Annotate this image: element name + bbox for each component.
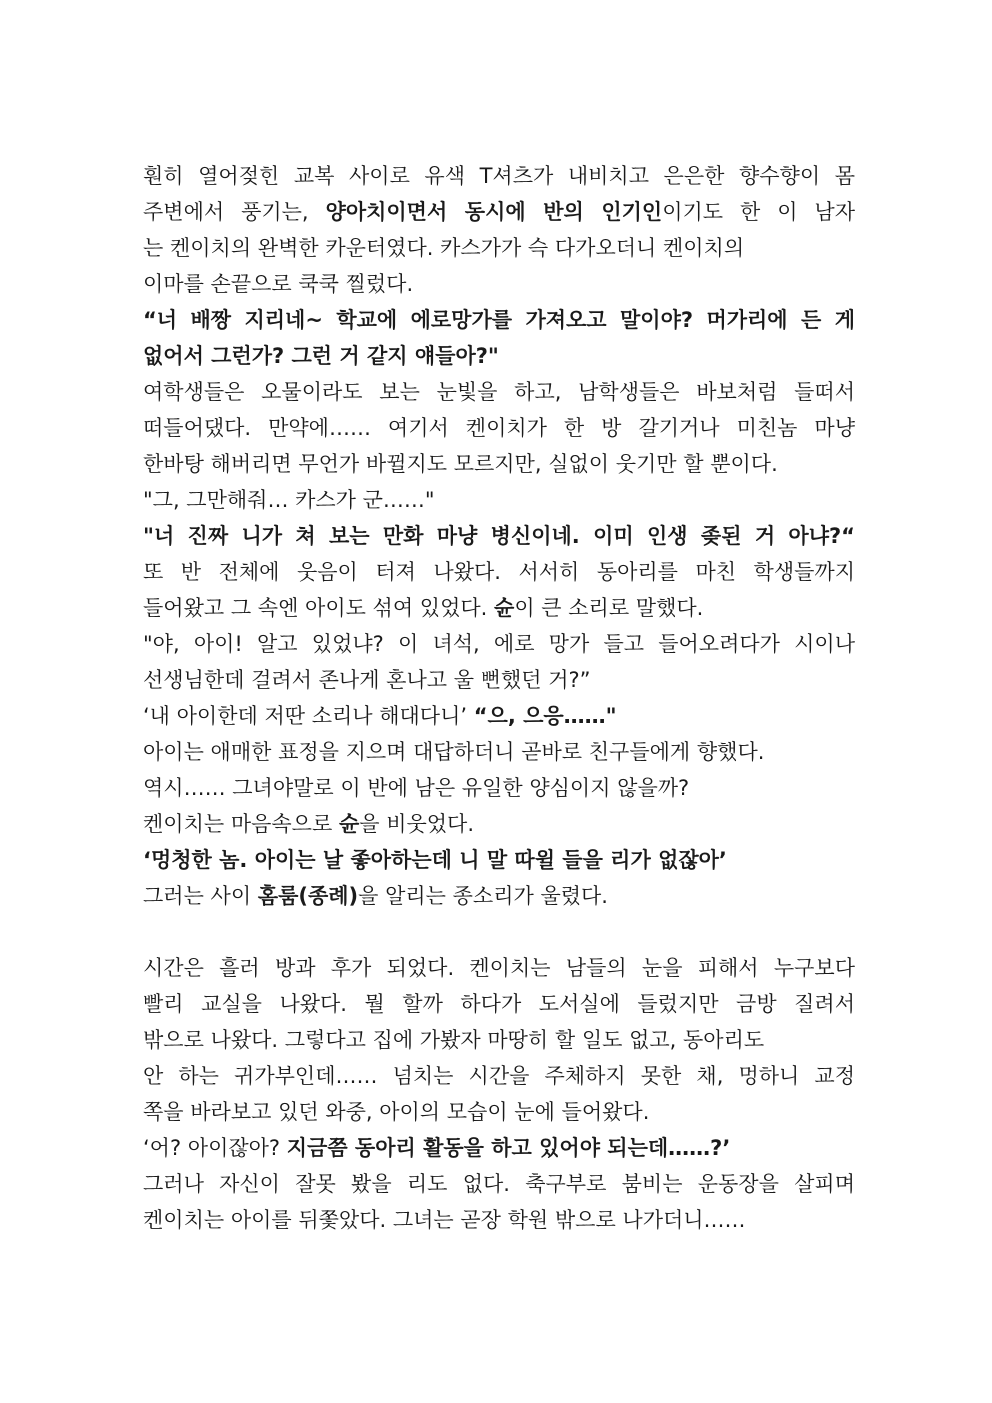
text-run: 쪽을 바라보고 있던 와중, 아이의 모습이 눈에 들어왔다. (143, 1100, 650, 1124)
text-run: 이마를 손끝으로 쿡쿡 찔렀다. (143, 272, 414, 296)
text-run: 그러는 사이 (143, 884, 258, 908)
text-run: 켄이치는 마음속으로 (143, 812, 339, 836)
text-run: 는 켄이치의 완벽한 카운터였다. 카스가가 슥 다가오더니 켄이치의 (143, 236, 745, 260)
text-line (143, 410, 855, 446)
bold-text-run: 홈룸(종례) (257, 884, 359, 908)
bold-text-run: 슌 (494, 596, 515, 620)
text-run: 켄이치는 아이를 뒤쫓았다. 그녀는 곧장 학원 밖으로 나가더니…… (143, 1208, 746, 1232)
text-line (143, 590, 855, 626)
text-run: 한바탕 해버리면 무언가 바뀔지도 모르지만, 실없이 웃기만 할 뿐이다. (143, 452, 778, 476)
text-line (143, 986, 855, 1022)
text-line (143, 266, 855, 302)
text-line (143, 554, 855, 590)
text-line (143, 374, 855, 410)
text-run: 빨리 교실을 나왔다. 뭘 할까 하다가 도서실에 들렀지만 금방 질려서 (143, 992, 855, 1016)
text-line (143, 446, 855, 482)
text-run: 밖으로 나왔다. 그렇다고 집에 가봤자 마땅히 할 일도 없고, 동아리도 (143, 1028, 765, 1052)
text-run: 시간은 흘러 방과 후가 되었다. 켄이치는 남들의 눈을 피해서 누구보다 (143, 956, 855, 980)
paragraph-gap (143, 914, 855, 950)
text-line (143, 770, 855, 806)
text-line (143, 806, 855, 842)
bold-text-run: “으, 으응……" (473, 704, 617, 728)
text-line (143, 1130, 855, 1166)
text-run: 을 알리는 종소리가 울렸다. (358, 884, 608, 908)
bold-text-run: 지금쯤 동아리 활동을 하고 있어야 되는데……?’ (286, 1136, 731, 1160)
text-run: ‘내 아이한데 저딴 소리나 해대다니’ (143, 704, 474, 728)
text-run: 이기도 한 이 남자 (662, 200, 855, 224)
text-run: 그러나 자신이 잘못 봤을 리도 없다. 축구부로 붐비는 운동장을 살피며 (143, 1172, 855, 1196)
text-run: 이 큰 소리로 말했다. (514, 596, 704, 620)
text-line (143, 302, 855, 338)
text-line (143, 194, 855, 230)
text-run: 떠들어댔다. 만약에…… 여기서 켄이치가 한 방 갈기거나 미친놈 마냥 (143, 416, 855, 440)
bold-text-run: 슌 (338, 812, 360, 836)
text-line (143, 842, 855, 878)
text-line (143, 518, 855, 554)
text-run: 훤히 열어젖힌 교복 사이로 유색 T셔츠가 내비치고 은은한 향수향이 몸 (143, 164, 855, 188)
bold-text-run: 없어서 그런가? 그런 거 같지 얘들아?" (143, 344, 499, 368)
text-run: 을 비웃었다. (359, 812, 475, 836)
text-line (143, 626, 855, 662)
text-run: 선생님한데 걸려서 존나게 혼나고 울 뻔했던 거?” (143, 668, 591, 692)
text-run: 안 하는 귀가부인데…… 넘치는 시간을 주체하지 못한 채, 멍하니 교정 (143, 1064, 855, 1088)
text-run: 또 반 전체에 웃음이 터져 나왔다. 서서히 동아리를 마친 학생들까지 (143, 560, 855, 584)
text-run: 들어왔고 그 속엔 아이도 섞여 있었다. (143, 596, 495, 620)
text-line (143, 1058, 855, 1094)
text-line (143, 734, 855, 770)
text-run: 주변에서 풍기는, (143, 200, 326, 224)
text-run: 여학생들은 오물이라도 보는 눈빛을 하고, 남학생들은 바보처럼 들떠서 (143, 380, 855, 404)
text-line (143, 698, 855, 734)
text-run: "그, 그만해줘… 카스가 군……" (143, 488, 435, 512)
text-line (143, 662, 855, 698)
text-line (143, 1166, 855, 1202)
text-line (143, 158, 855, 194)
text-run: "야, 아이! 알고 있었냐? 이 녀석, 에로 망가 들고 들어오려다가 시이나 (143, 632, 855, 656)
text-line (143, 1094, 855, 1130)
bold-text-run: 양아치이면서 동시에 반의 인기인 (325, 200, 663, 224)
text-run: ‘어? 아이잖아? (143, 1136, 287, 1160)
text-line (143, 1022, 855, 1058)
text-run: 아이는 애매한 표정을 지으며 대답하더니 곧바로 친구들에게 향했다. (143, 740, 765, 764)
bold-text-run: “너 배짱 지리네~ 학교에 에로망가를 가져오고 말이야? 머가리에 든 게 (143, 308, 855, 332)
bold-text-run: ‘멍청한 놈. 아이는 날 좋아하는데 니 말 따윌 들을 리가 없잖아’ (143, 848, 727, 872)
text-body (143, 158, 855, 1238)
text-line (143, 1202, 855, 1238)
text-line (143, 230, 855, 266)
text-line (143, 482, 855, 518)
text-line (143, 338, 855, 374)
bold-text-run: "너 진짜 니가 쳐 보는 만화 마냥 병신이네. 이미 인생 좆된 거 아냐?“ (143, 524, 855, 548)
text-run: 역시…… 그녀야말로 이 반에 남은 유일한 양심이지 않을까? (143, 776, 690, 800)
text-line (143, 950, 855, 986)
text-line (143, 878, 855, 914)
